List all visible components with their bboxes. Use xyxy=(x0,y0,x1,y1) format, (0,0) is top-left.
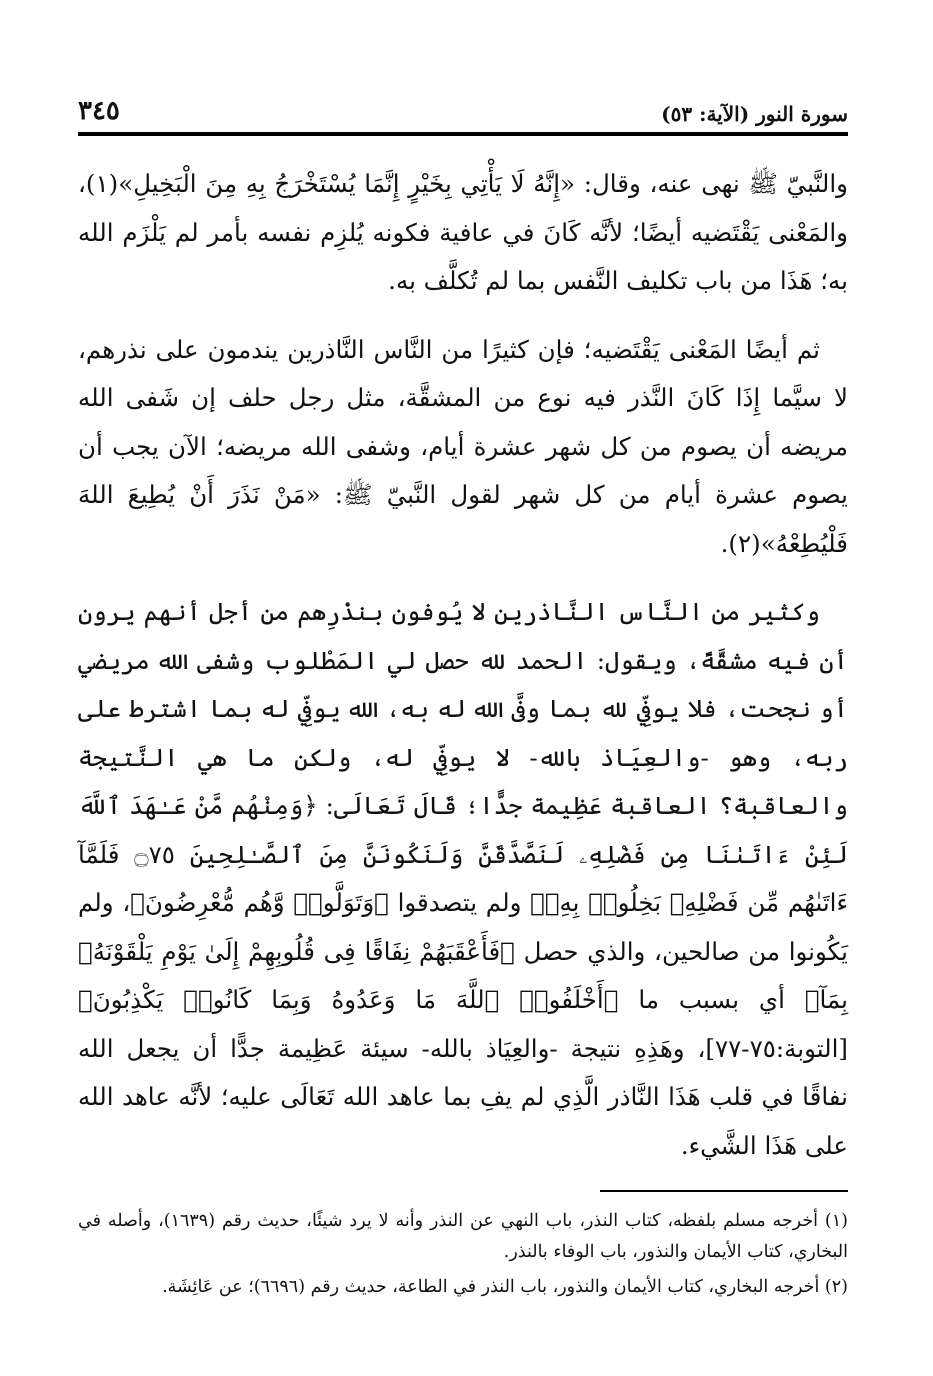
page-header xyxy=(78,88,848,126)
paragraph-1: والنَّبيّ ﷺ نهى عنه، وقال: «إِنَّهُ لَا يَأْتِي بِخَيْرٍ إِنَّمَا يُسْتَخْرَجُ بِهِ مِنَ الْبَخِيلِ»(١)، والمَعْنى يَقْتَضيه أيضًا؛ لأنَّه كَانَ في عافية فكونه يُلزِم نفسه بأمر لم يَلْزَم الله به؛ هَذَا من باب تكليف النَّفس بما لم تُكلَّف به. xyxy=(78,169,848,295)
surah-label: سورة النور (الآية: ٥٣) xyxy=(661,102,848,126)
main-text xyxy=(78,160,848,1170)
book-page xyxy=(78,88,848,1307)
paragraph-3: وكثير من النَّاس النَّاذرين لا يُوفون بنذْرِهم من أجل أنهم يرون أن فيه مشقَّةً، ويقول: الحمد لله حصل لي المَطْلوب وشفى الله مريضي أو نجحت، فلا يوفِّي لله بما وفَّى الله له به، الله يوفِّي له بما اشترط على ربه، وهو -والعِيَاذ بالله- لا يوفِّي له، ولكن ما هي النَّتيجة والعاقبة؟ العاقبة عَظِيمة جدًّا؛ قَالَ تَعَالَى: ﴿وَمِنْهُم مَّنْ عَـٰهَدَ ٱللَّهَ لَئِنْ ءَاتَىٰنَا مِن فَضْلِهِۦ لَنَصَّدَّقَنَّ وَلَنَكُونَنَّ مِنَ ٱلصَّـٰلِحِينَ ۝٧٥ فَلَمَّآ ءَاتَىٰهُم مِّن فَضْلِهِۦ بَخِلُوا۟ بِهِۦ﴾ ولم يتصدقوا ﴿وَتَوَلَّوا۟ وَّهُم مُّعْرِضُونَ﴾، ولم يَكُونوا من صالحين، والذي حصل ﴿فَأَعْقَبَهُمْ نِفَاقًا فِى قُلُوبِهِمْ إِلَىٰ يَوْمِ يَلْقَوْنَهُۥ بِمَآ﴾ أي بسبب ما ﴿أَخْلَفُوا۟ ٱللَّهَ مَا وَعَدُوهُ وَبِمَا كَانُوا۟ يَكْذِبُونَ﴾ [التوبة:٧٥-٧٧]، وهَذِهِ نتيجة -والعِيَاذ بالله- سيئة عَظِيمة جدًّا أن يجعل الله نفاقًا في قلب هَذَا النَّاذر الَّذِي لم يفِ بما عاهد الله تَعَالَى عليه؛ لأنَّه عاهد الله على هَذَا الشَّيء. xyxy=(78,597,848,1160)
footnote-1: (١) أخرجه مسلم بلفظه، كتاب النذر، باب النهي عن النذر وأنه لا يرد شيئًا، حديث رقم (١٦٣٩)، وأصله في البخاري، كتاب الأيمان والنذور، باب الوفاء بالنذر. xyxy=(78,1211,848,1262)
page-number: ٣٤٥ xyxy=(78,96,120,126)
paragraph-2: ثم أيضًا المَعْنى يَقْتَضيه؛ فإن كثيرًا من النَّاس النَّاذرين يندمون على نذرهم، لا سيَّما إِذَا كَانَ النَّذر فيه نوع من المشقَّة، مثل رجل حلف إن شَفى الله مريضه أن يصوم من كل شهر عشرة أيام، وشفى الله مريضه؛ الآن يجب أن يصوم عشرة أيام من كل شهر لقول النَّبيّ ﷺ: «مَنْ نَذَرَ أَنْ يُطِيعَ اللهَ فَلْيُطِعْهُ»(٢). xyxy=(78,334,848,558)
footnote-divider xyxy=(600,1190,848,1192)
footnotes xyxy=(78,1206,848,1303)
header-rule xyxy=(78,132,848,136)
footnote-2: (٢) أخرجه البخاري، كتاب الأيمان والنذور، باب النذر في الطاعة، حديث رقم (٦٦٩٦)؛ عن عَائِشَة. xyxy=(162,1277,848,1297)
